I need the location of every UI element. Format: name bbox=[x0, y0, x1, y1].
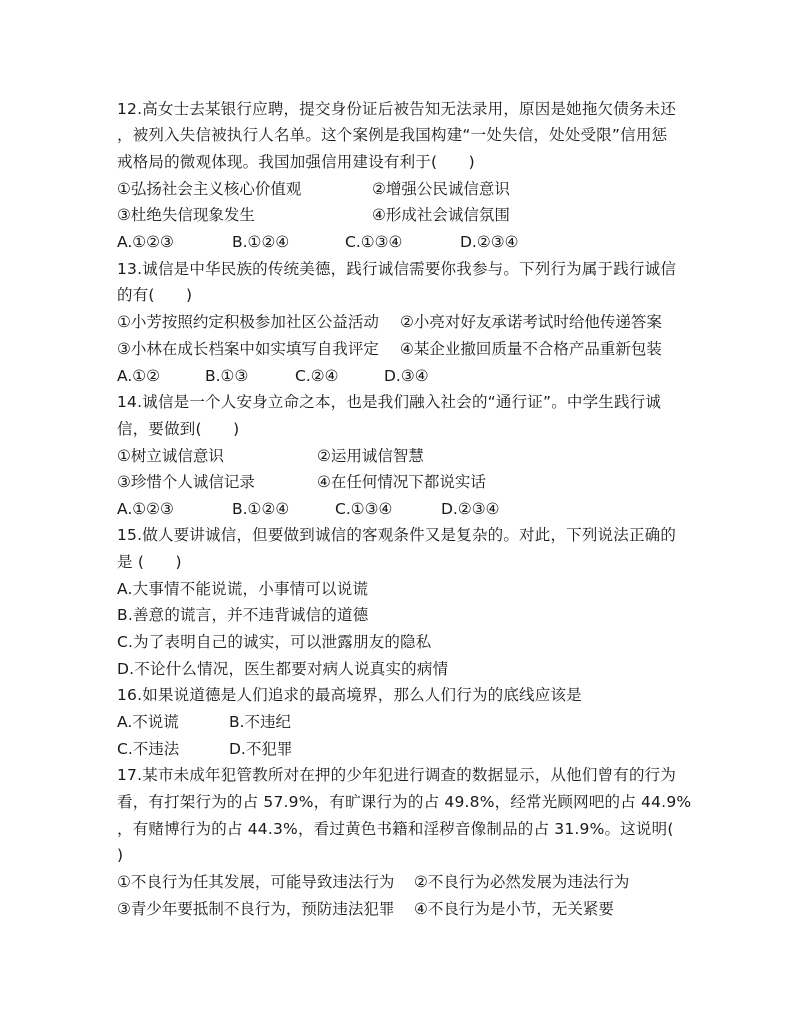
q13-stem-line-2: 的有( ) bbox=[117, 286, 193, 304]
q17-stem-line-3: ，有赌博行为的占 44.3%，看过黄色书籍和淫秽音像制品的占 31.9%。这说明( bbox=[117, 820, 674, 838]
q14-stem-line-1: 14.诚信是一个人安身立命之本，也是我们融入社会的“通行证”。中学生践行诚 bbox=[117, 393, 662, 411]
q13-statement-4: ④某企业撤回质量不合格产品重新包装 bbox=[400, 340, 662, 358]
q13-statement-2: ②小亮对好友承诺考试时给他传递答案 bbox=[400, 313, 662, 331]
q16-option-c: C.不违法 bbox=[117, 740, 180, 758]
q17-stem-line-4: ) bbox=[117, 846, 124, 864]
q14-statement-3: ③珍惜个人诚信记录 bbox=[117, 473, 255, 491]
q16-option-d: D.不犯罪 bbox=[229, 740, 293, 758]
q15-option-a: A.大事情不能说谎，小事情可以说谎 bbox=[117, 580, 369, 598]
q17-statement-3: ③青少年要抵制不良行为，预防违法犯罪 bbox=[117, 900, 395, 918]
q16-stem-line-1: 16.如果说道德是人们追求的最高境界，那么人们行为的底线应该是 bbox=[117, 686, 582, 704]
q12-option-d: D.②③④ bbox=[460, 233, 519, 251]
q13-option-a: A.①② bbox=[117, 367, 161, 385]
q12-statement-2: ②增强公民诚信意识 bbox=[372, 180, 510, 198]
q12-option-a: A.①②③ bbox=[117, 233, 174, 251]
q13-statement-3: ③小林在成长档案中如实填写自我评定 bbox=[117, 340, 379, 358]
q17-statement-1: ①不良行为任其发展，可能导致违法行为 bbox=[117, 873, 395, 891]
q14-statement-4: ④在任何情况下都说实话 bbox=[317, 473, 486, 491]
q16-option-b: B.不违纪 bbox=[229, 713, 292, 731]
q14-statement-1: ①树立诚信意识 bbox=[117, 447, 224, 465]
q14-option-c: C.①③④ bbox=[335, 500, 393, 518]
q15-option-d: D.不论什么情况，医生都要对病人说真实的病情 bbox=[117, 660, 449, 678]
q12-stem-line-3: 戒格局的微观体现。我国加强信用建设有利于( ) bbox=[117, 153, 475, 171]
q12-stem-line-1: 12.高女士去某银行应聘，提交身份证后被告知无法录用，原因是她拖欠债务未还 bbox=[117, 100, 677, 118]
q14-statement-2: ②运用诚信智慧 bbox=[317, 447, 424, 465]
q15-stem-line-1: 15.做人要讲诚信，但要做到诚信的客观条件又是复杂的。对此，下列说法正确的 bbox=[117, 526, 677, 544]
q14-option-a: A.①②③ bbox=[117, 500, 174, 518]
q15-option-b: B.善意的谎言，并不违背诚信的道德 bbox=[117, 606, 369, 624]
q12-stem-line-2: ，被列入失信被执行人名单。这个案例是我国构建“一处失信，处处受限”信用惩 bbox=[117, 126, 668, 144]
q17-stem-line-1: 17.某市未成年犯管教所对在押的少年犯进行调查的数据显示，从他们曾有的行为 bbox=[117, 766, 677, 784]
q14-option-d: D.②③④ bbox=[441, 500, 500, 518]
q15-stem-line-2: 是 ( ) bbox=[117, 553, 182, 571]
q14-stem-line-2: 信，要做到( ) bbox=[117, 420, 240, 438]
q17-statement-4: ④不良行为是小节，无关紧要 bbox=[414, 900, 614, 918]
q13-option-c: C.②④ bbox=[295, 367, 339, 385]
q16-option-a: A.不说谎 bbox=[117, 713, 179, 731]
q15-option-c: C.为了表明自己的诚实，可以泄露朋友的隐私 bbox=[117, 633, 432, 651]
q12-option-c: C.①③④ bbox=[345, 233, 403, 251]
q12-statement-3: ③杜绝失信现象发生 bbox=[117, 206, 255, 224]
q17-statement-2: ②不良行为必然发展为违法行为 bbox=[414, 873, 630, 891]
q14-option-b: B.①②④ bbox=[232, 500, 290, 518]
q13-statement-1: ①小芳按照约定积极参加社区公益活动 bbox=[117, 313, 379, 331]
q13-option-d: D.③④ bbox=[384, 367, 429, 385]
q13-option-b: B.①③ bbox=[205, 367, 249, 385]
q17-stem-line-2: 看，有打架行为的占 57.9%，有旷课行为的占 49.8%，经常光顾网吧的占 44.9% bbox=[117, 793, 692, 811]
q12-option-b: B.①②④ bbox=[232, 233, 290, 251]
q12-statement-1: ①弘扬社会主义核心价值观 bbox=[117, 180, 302, 198]
q12-statement-4: ④形成社会诚信氛围 bbox=[372, 206, 510, 224]
q13-stem-line-1: 13.诚信是中华民族的传统美德，践行诚信需要你我参与。下列行为属于践行诚信 bbox=[117, 260, 677, 278]
